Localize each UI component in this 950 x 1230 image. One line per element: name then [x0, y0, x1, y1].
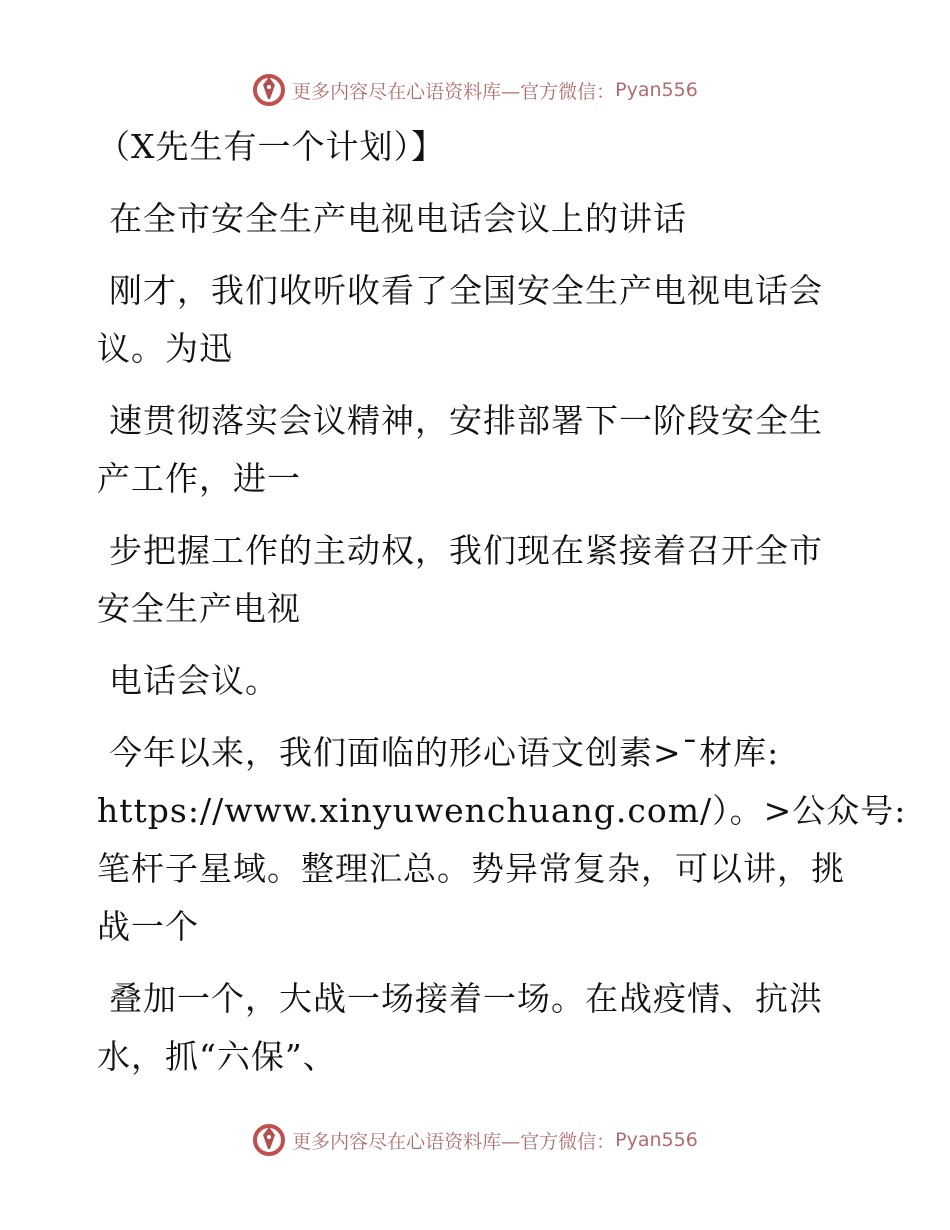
doc-paragraph-5: [97, 522, 877, 638]
doc-line: （X先生有一个计划）】: [97, 127, 445, 166]
doc-line: 产工作，进一: [97, 459, 301, 498]
doc-line: 今年以来，我们面临的形心语文创素>¯材库:: [109, 733, 780, 772]
footer-banner: [0, 1120, 950, 1160]
doc-paragraph-7: [97, 724, 907, 956]
doc-line: 速贯彻落实会议精神，安排部署下一阶段安全生: [109, 401, 823, 440]
header-banner-text: 更多内容尽在心语资料库—官方微信：: [292, 80, 616, 103]
doc-line: 叠加一个，大战一场接着一场。在战疫情、抗洪: [109, 979, 823, 1018]
pen-nib-logo-icon: [252, 73, 286, 107]
doc-line: 刚才，我们收听收看了全国安全生产电视电话会: [109, 271, 823, 310]
doc-paragraph-2: [97, 190, 877, 248]
doc-paragraph-4: [97, 392, 877, 508]
doc-line: 笔杆子星域。整理汇总。势异常复杂，可以讲，挑: [97, 849, 845, 888]
doc-line: 电话会议。: [109, 661, 279, 700]
footer-banner-text: 更多内容尽在心语资料库—官方微信：: [292, 1130, 616, 1153]
header-banner-wechat: Pyan556: [615, 79, 698, 101]
doc-line: https://www.xinyuwenchuang.com/）。>公众号:: [97, 791, 907, 830]
doc-paragraph-1: [97, 118, 877, 176]
doc-line: 议。为迅: [97, 329, 233, 368]
doc-line: 步把握工作的主动权，我们现在紧接着召开全市: [109, 531, 823, 570]
footer-banner-wechat: Pyan556: [615, 1129, 698, 1151]
doc-paragraph-8: [97, 970, 877, 1086]
doc-line: 水，抓“六保”、: [97, 1037, 337, 1076]
doc-paragraph-3: [97, 262, 877, 378]
doc-line: 安全生产电视: [97, 589, 301, 628]
doc-line: 在全市安全生产电视电话会议上的讲话: [109, 199, 687, 238]
document-body: [97, 118, 907, 1086]
pen-nib-logo-icon: [252, 1123, 286, 1157]
doc-line: 战一个: [97, 907, 199, 946]
doc-paragraph-6: [97, 652, 877, 710]
header-banner: [0, 70, 950, 110]
